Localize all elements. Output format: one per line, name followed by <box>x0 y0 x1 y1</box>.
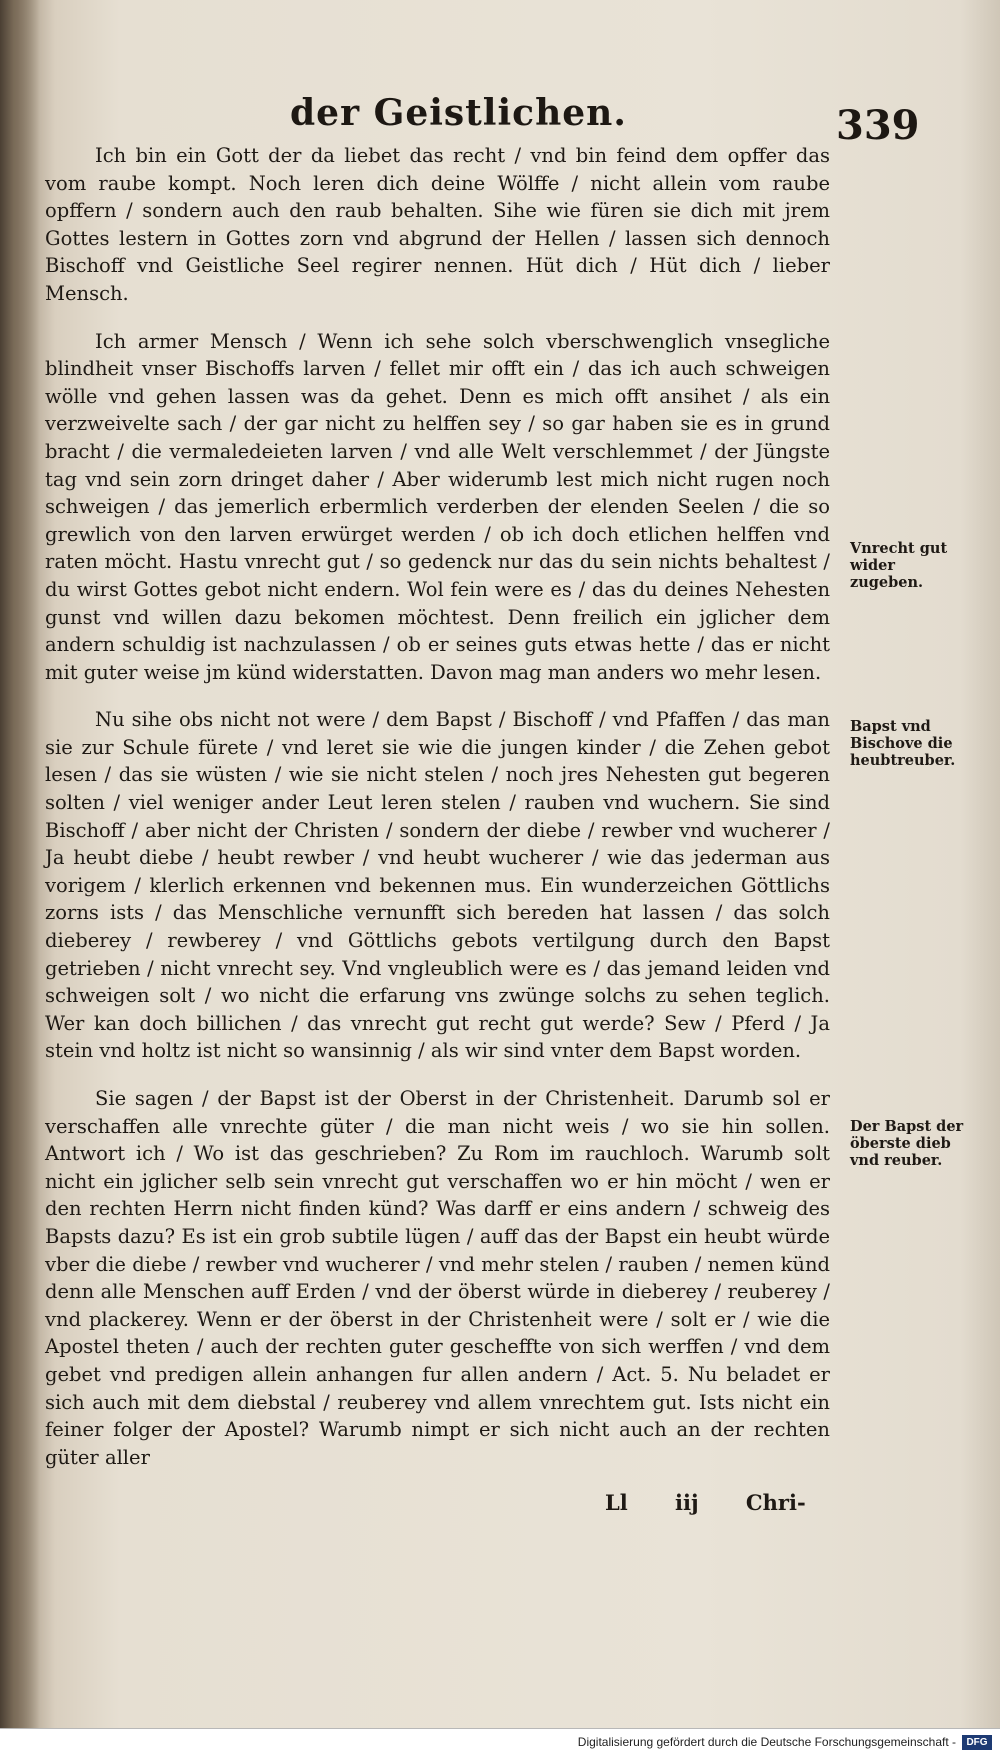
footer-credit: Digitalisierung gefördert durch die Deutsche Forschungsgemeinschaft - <box>577 1735 956 1749</box>
running-head: der Geistlichen. <box>290 92 627 134</box>
page-number: 339 <box>836 102 920 149</box>
main-text-block <box>45 142 830 1491</box>
margin-note-3: Der Bapst der öberste dieb vnd reuber. <box>850 1118 964 1169</box>
digitization-footer <box>0 1728 1000 1757</box>
paragraph-3: Nu sihe obs nicht not were / dem Bapst / Bischoff / vnd Pfaffen / das man sie zur Schule fürete / vnd leret sie wie die jungen kinder / die Zehen gebot lesen / das sie wüsten / wie sie nicht stelen / noch jres Nehesten gut begeren solten / viel weniger ander Leut leren stelen / rauben vnd wuchern. Sie sind Bischoff / aber nicht der Christen / sondern der diebe / rewber vnd wucherer / Ja heubt diebe / heubt rewber / vnd heubt wucherer / wie das jederman aus vorigem / klerlich erkennen vnd bekennen mus. Ein wunderzeichen Göttlichs zorns ists / das Menschliche vernunfft sich bereden hat lassen / das solch dieberey / rewberey / vnd Göttlichs gebots vertilgung durch den Bapst getrieben / nicht vnrecht sey. Vnd vngleublich were es / das jemand leiden vnd schweigen solt / wo nicht die erfarung vns zwünge solchs zu sehen teglich. Wer kan doch billichen / das vnrecht gut recht gut werde? Sew / Pferd / Ja stein vnd holtz ist nicht so wansinnig / als wir sind vnter dem Bapst worden. <box>45 708 830 1063</box>
paragraph-4: Sie sagen / der Bapst ist der Oberst in der Christenheit. Darumb sol er verschaffen alle vnrechte güter / die man nicht weis / wo sie hin sollen. Antwort ich / Wo ist das geschrieben? Zu Rom im rauchloch. Warumb solt nicht ein jglicher selb sein vnrecht gut verschaffen wo er hin möcht / wen er den rechten Herrn nicht finden künd? Was darff er eins andern / schweig des Bapsts dazu? Es ist ein grob subtile lügen / auff das der Bapst ein heubt würde vber die diebe / rewber vnd wucherer / vnd mehr stelen / rauben / nemen künd denn alle Menschen auff Erden / vnd der öberst würde in dieberey / reuberey / vnd plackerey. Wenn er der öberst in der Christenheit were / solt er / wie die Apostel theten / auch der rechten guter gescheffte von sich werffen / vnd dem gebet vnd predigen allein anhangen fur allen andern / Act. 5. Nu beladet er sich auch mit dem diebstal / reuberey vnd allem vnrechtem gut. Ists nicht ein feiner folger der Apostel? Warumb nimpt er sich nicht auch an der rechten güter aller <box>45 1087 830 1469</box>
margin-note-1: Vnrecht gut wider zugeben. <box>850 540 948 591</box>
page-gutter-shadow <box>0 0 40 1757</box>
paragraph-2: Ich armer Mensch / Wenn ich sehe solch vberschwenglich vnsegliche blindheit vnser Bischoffs larven / fellet mir offt ein / das ich auch schweigen wölle vnd gehen lassen was da gehet. Denn es mich offt ansihet / als ein verzweivelte sach / der gar nicht zu helffen sey / so gar haben sie es in grund bracht / die vermaledeieten larven / vnd alle Welt verschlemmet / der Jüngste tag vnd sein zorn dringet daher / Aber widerumb lest mich nicht rugen noch schweigen / das jemerlich erbermlich verderben der elenden Seelen / die so grewlich von den larven erwürget werden / ob ich doch etlichen helffen vnd raten möcht. Hastu vnrecht gut / so gedenck nur das du sein nichts behaltest / du wirst Gottes gebot nicht endern. Wol fein were es / das du deines Nehesten gunst vnd willen dazu bekomen möchtest. Denn freilich ein jglicher dem andern schuldig ist nachzulassen / ob er seines guts etwas hette / das er nicht mit guter weise jm künd widerstatten. Davon mag man anders wo mehr lesen. <box>45 329 830 684</box>
dfg-logo: DFG <box>962 1735 992 1750</box>
margin-note-2: Bapst vnd Bischove die heubtreuber. <box>850 718 956 769</box>
catchword-signature: Ll iij Chri- <box>605 1490 806 1515</box>
paragraph-1: Ich bin ein Gott der da liebet das recht / vnd bin feind dem opffer das vom raube kompt. Noch leren dich deine Wölffe / nicht allein vom raube opffern / sondern auch den raub behalten. Sihe wie füren sie dich mit jrem Gottes lestern in Gottes zorn vnd abgrund der Hellen / lassen sich dennoch Bischoff vnd Geistliche Seel regirer nennen. Hüt dich / Hüt dich / lieber Mensch. <box>45 144 830 305</box>
